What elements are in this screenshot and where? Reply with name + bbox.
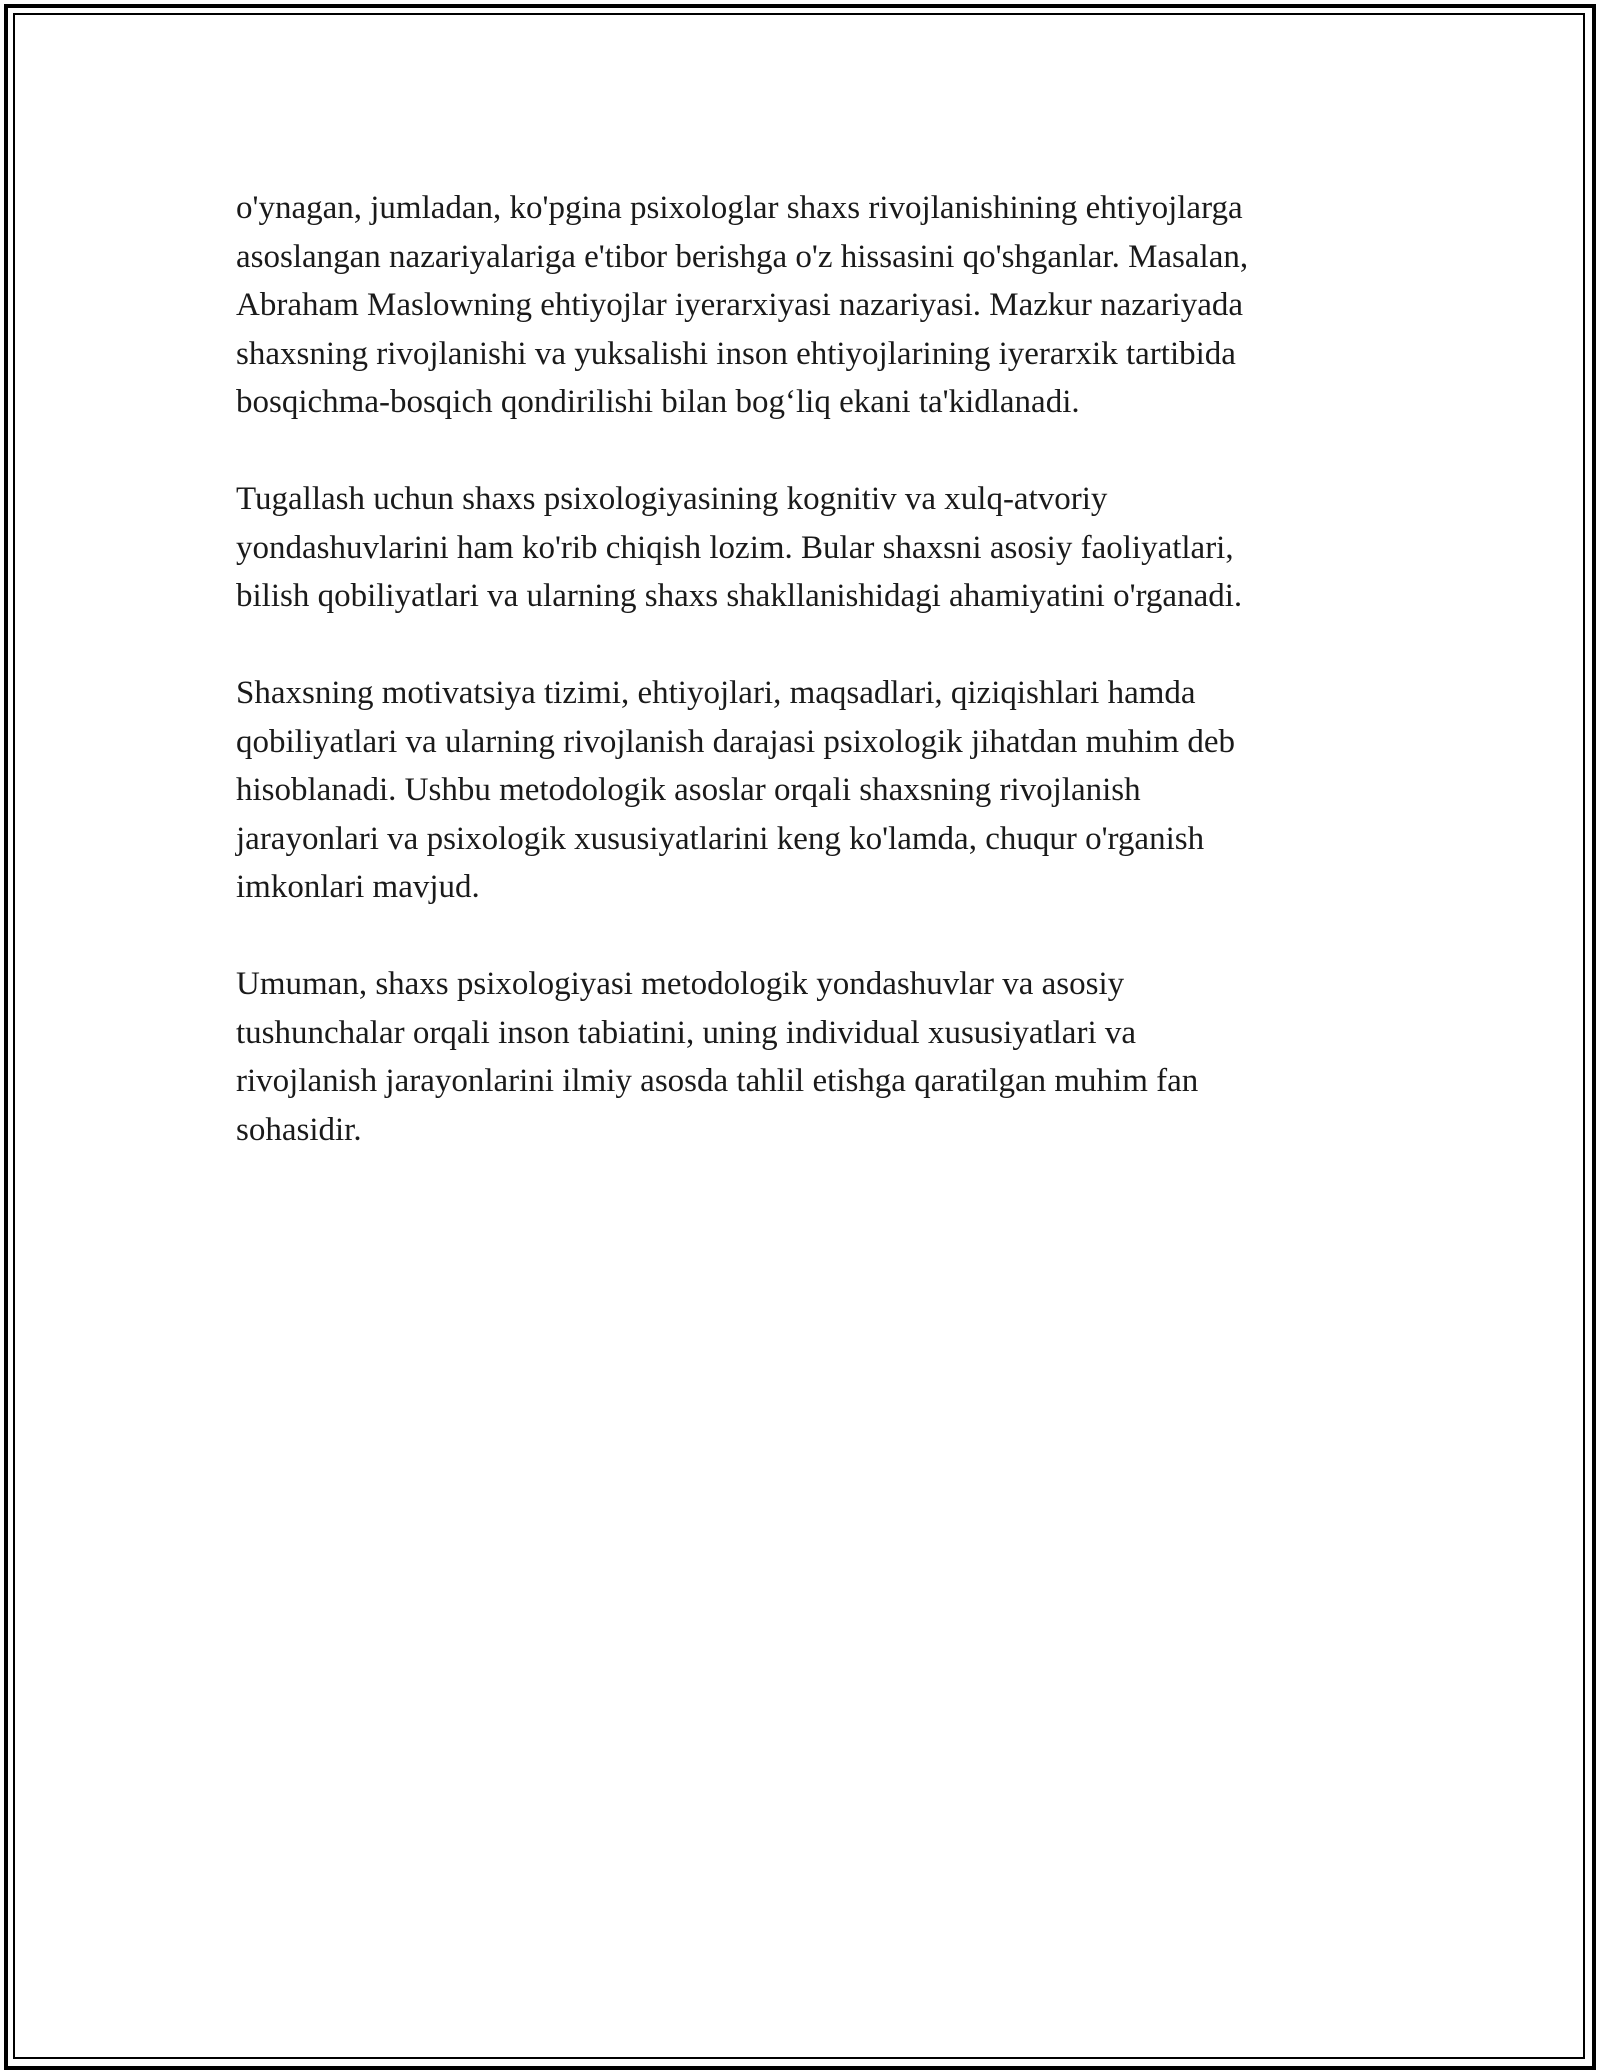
text-line: jarayonlari va psixologik xususiyatlarini keng ko'lamda, chuqur o'rganish xyxy=(236,820,1205,857)
text-line: asoslangan nazariyalariga e'tibor berishga o'z hissasini qo'shganlar. Masalan, xyxy=(236,238,1249,275)
text-line: qobiliyatlari va ularning rivojlanish darajasi psixologik jihatdan muhim deb xyxy=(236,723,1235,760)
paragraph-2 xyxy=(236,475,1376,621)
text-line: tushunchalar orqali inson tabiatini, uning individual xususiyatlari va xyxy=(236,1014,1137,1051)
text-line: Abraham Maslowning ehtiyojlar iyerarxiyasi nazariyasi. Mazkur nazariyada xyxy=(236,287,1244,323)
text-line: hisoblanadi. Ushbu metodologik asoslar orqali shaxsning rivojlanish xyxy=(236,772,1141,808)
text-line: rivojlanish jarayonlarini ilmiy asosda tahlil etishga qaratilgan muhim fan xyxy=(236,1063,1199,1099)
text-line: yondashuvlarini ham ko'rib chiqish lozim. Bular shaxsni asosiy faoliyatlari, xyxy=(236,529,1234,566)
text-line: imkonlari mavjud. xyxy=(236,869,480,905)
text-line: shaxsning rivojlanishi va yuksalishi inson ehtiyojlarining iyerarxik tartibida xyxy=(236,335,1236,372)
text-line: bosqichma-bosqich qondirilishi bilan bog‘liq ekani ta'kidlanadi. xyxy=(236,384,1080,420)
text-line: Tugallash uchun shaxs psixologiyasining kognitiv va xulq-atvoriy xyxy=(236,481,1108,517)
text-line: bilish qobiliyatlari va ularning shaxs shakllanishidagi ahamiyatini o'rganadi. xyxy=(236,578,1243,614)
text-line: Shaxsning motivatsiya tizimi, ehtiyojlari, maqsadlari, qiziqishlari hamda xyxy=(236,675,1196,711)
text-line: Umuman, shaxs psixologiyasi metodologik yondashuvlar va asosiy xyxy=(236,966,1125,1002)
text-line: sohasidir. xyxy=(236,1111,362,1148)
text-line: o'ynagan, jumladan, ko'pgina psixologlar shaxs rivojlanishining ehtiyojlarga xyxy=(236,190,1243,226)
document-body xyxy=(236,184,1376,1203)
paragraph-3 xyxy=(236,669,1376,912)
paragraph-1 xyxy=(236,184,1376,427)
paragraph-4 xyxy=(236,960,1376,1154)
